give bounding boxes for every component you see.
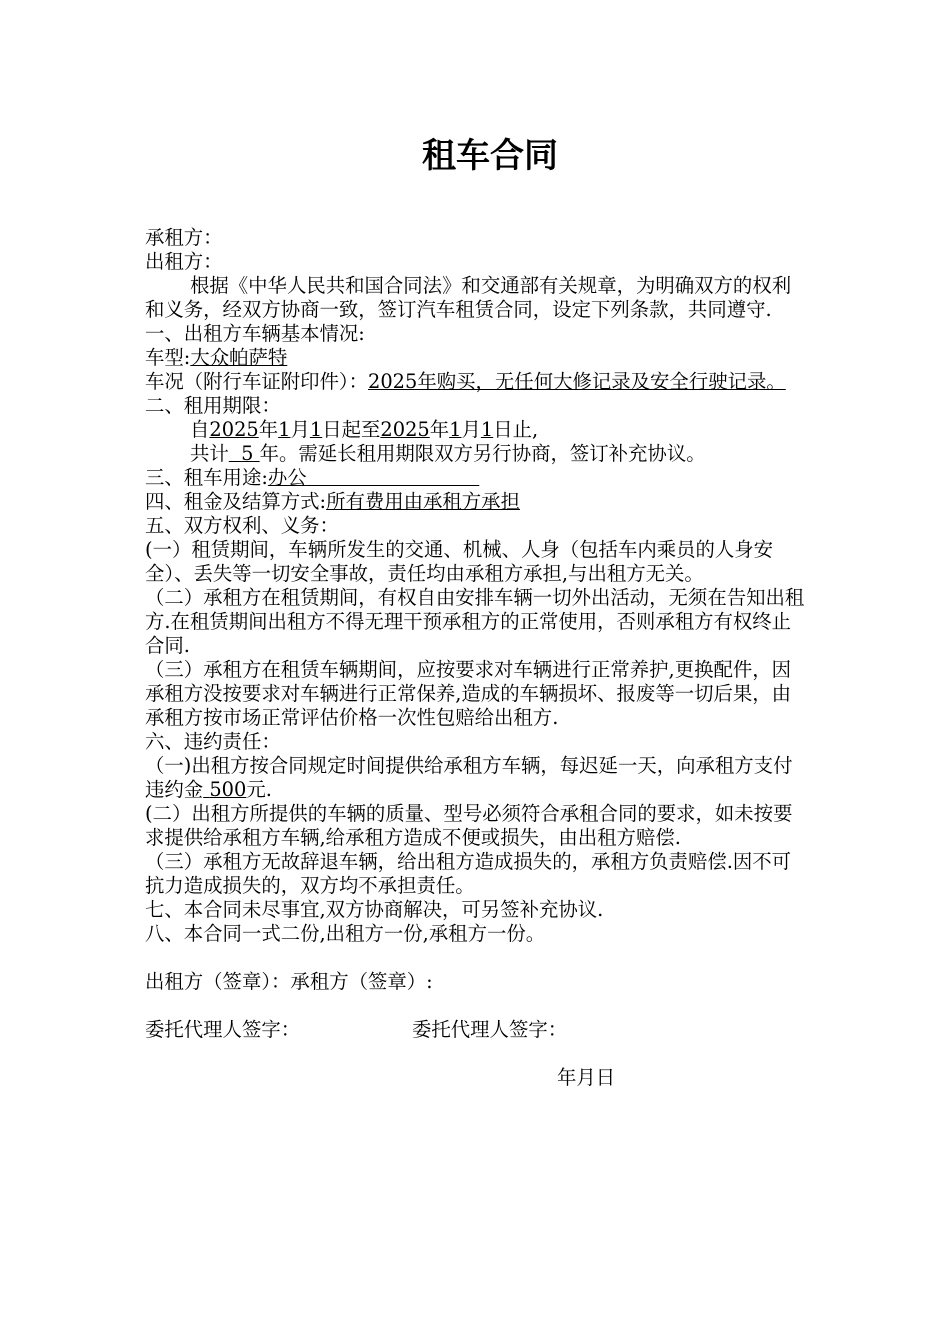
period-to-year: 2025 (380, 418, 430, 441)
period-to-suffix: 日止, (493, 418, 539, 441)
rental-purpose-value: 办公 (267, 466, 307, 489)
section-8: 八、本合同一式二份,出租方一份,承租方一份。 (145, 922, 546, 945)
section-1-heading: 一、出租方车辆基本情况: (145, 322, 365, 345)
total-suffix: 年。需延长租用期限双方另行协商，签订补充协议。 (259, 442, 706, 465)
penalty-amount-field (203, 778, 246, 801)
agent-signature-row (145, 1018, 810, 1042)
vehicle-condition-value: 2025年购买，无任何大修记录及安全行驶记录。 (368, 370, 786, 393)
period-from-year: 2025 (209, 418, 259, 441)
rental-period-line (145, 418, 810, 442)
section-5-clause-1: (一）租赁期间，车辆所发生的交通、机械、人身（包括车内乘员的人身安全）、丢失等一切安全事故，责任均由承租方承担,与出租方无关。 (145, 538, 774, 585)
period-from-day: 1 (309, 418, 323, 441)
penalty-suffix: 元. (246, 778, 272, 801)
period-from-month: 1 (278, 418, 291, 441)
period-from-suffix: 日起至 (322, 418, 381, 441)
section-6-clause-3: （三）承租方无故辞退车辆，给出租方造成损失的，承租方负责赔偿.因不可抗力造成损失的，双方均不承担责任。 (145, 850, 792, 897)
section-3-line (145, 466, 810, 490)
penalty-text: （一)出租方按合同规定时间提供给承租方车辆，每迟延一天，向承租方支付违约金 (145, 754, 793, 801)
rental-total-line (145, 442, 810, 466)
section-7: 七、本合同未尽事宜,双方协商解决，可另签补充协议. (145, 898, 604, 921)
section-2-heading: 二、租用期限： (145, 394, 281, 417)
section-5-heading: 五、双方权利、义务： (145, 514, 339, 537)
section-6-clause-2: (二）出租方所提供的车辆的质量、型号必须符合承租合同的要求，如未按要求提供给承租方车辆,给承租方造成不便或损失，由出租方赔偿. (145, 802, 793, 849)
vehicle-model-value: 大众帕萨特 (190, 346, 288, 369)
document-title: 租车合同 (422, 136, 558, 176)
spacer (145, 946, 810, 970)
section-6-heading: 六、违约责任： (145, 730, 281, 753)
month-char: 月 (461, 418, 481, 441)
spacer (145, 1042, 810, 1066)
total-prefix: 共计 (190, 442, 229, 465)
vehicle-condition-line (145, 370, 810, 394)
year-char: 年 (429, 418, 450, 441)
lessor-label: 出租方： (145, 250, 223, 273)
section-3-heading: 三、租车用途: (145, 466, 268, 489)
rental-purpose-field (268, 466, 479, 489)
seal-line: 出租方（签章）：承租方（签章）: (145, 970, 433, 993)
period-to-month: 1 (449, 418, 462, 441)
year-char: 年 (258, 418, 279, 441)
payment-method-value: 所有费用由承租方承担 (326, 490, 520, 513)
period-to-day: 1 (480, 418, 494, 441)
signing-date: 年月日 (557, 1066, 616, 1089)
section-6-clause-1 (145, 754, 810, 802)
vehicle-model-line (145, 346, 810, 370)
agent-signature-left: 委托代理人签字： (145, 1018, 301, 1041)
period-from-prefix: 自 (190, 418, 210, 441)
month-char: 月 (290, 418, 310, 441)
total-years-value (229, 442, 260, 465)
lessee-label: 承租方： (145, 226, 223, 249)
agent-signature-right: 委托代理人签字： (412, 1018, 568, 1041)
vehicle-condition-label: 车况（附行车证附印件）： (145, 370, 368, 393)
section-4-heading: 四、租金及结算方式: (145, 490, 327, 513)
section-5-clause-3: （三）承租方在租赁车辆期间，应按要求对车辆进行正常养护,更换配件，因承租方没按要求对车辆进行正常保养,造成的车辆损坏、报废等一切后果，由承租方按市场正常评估价格一次性包赔给出租方. (145, 658, 792, 729)
penalty-amount: 500 (209, 778, 247, 801)
vehicle-model-label: 车型: (145, 346, 191, 369)
contract-body (145, 226, 810, 1090)
section-5-clause-2: （二）承租方在租赁期间，有权自由安排车辆一切外出活动，无须在告知出租方.在租赁期间出租方不得无理干预承租方的正常使用，否则承租方有权终止合同. (145, 586, 805, 657)
section-4-line (145, 490, 810, 514)
spacer (145, 994, 810, 1018)
intro-paragraph: 根据《中华人民共和国合同法》和交通部有关规章，为明确双方的权利和义务，经双方协商一致，签订汽车租赁合同，设定下列条款，共同遵守. (145, 274, 792, 321)
total-years: 5 (241, 442, 254, 465)
